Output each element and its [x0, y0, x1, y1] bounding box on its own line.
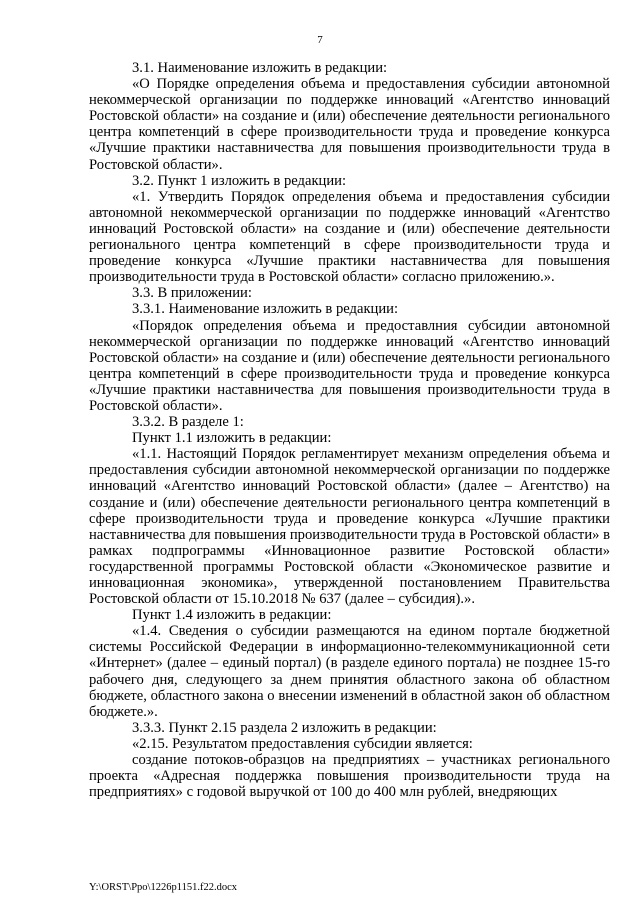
page-number: 7 [317, 34, 323, 46]
paragraph: «О Порядке определения объема и предоставления субсидии автономной некоммерческой организации по поддержке инноваций «Агентство инноваций Ростовской области» на создание и (или) обеспечение деятельности регионального центра компетенций в сфере производительности труда и проведение конкурса «Лучшие практики наставничества для повышения производительности труда в Ростовской области». [89, 76, 610, 173]
paragraph: 3.2. Пункт 1 изложить в редакции: [132, 172, 347, 189]
paragraph: «1. Утвердить Порядок определения объема и предоставления субсидии автономной некоммерческой организации по поддержке инноваций «Агентство инноваций Ростовской области» на создание и (или) обеспечение деятельности регионального центра компетенций в сфере производительности труда и проведение конкурса «Лучшие практики наставничества для повышения производительности труда в Ростовской области» согласно приложению.». [89, 188, 610, 286]
paragraph: 3.3.3. Пункт 2.15 раздела 2 изложить в редакции: [132, 719, 437, 736]
footer-file-path: Y:\ORST\Ppo\1226p1151.f22.docx [89, 882, 237, 893]
paragraph: создание потоков-образцов на предприятиях – участниках регионального проекта «Адресная поддержка повышения производительности труда на предприятиях» с годовой выручкой от 100 до 400 млн рублей, внедряющих [89, 752, 610, 801]
document-body [89, 60, 610, 800]
paragraph: 3.3. В приложении: [132, 285, 252, 302]
paragraph: «1.1. Настоящий Порядок регламентирует механизм определения объема и предоставления субсидии автономной некоммерческой организации по поддержке инноваций «Агентство инноваций Ростовской области» (далее – Агентство) на создание и (или) обеспечение деятельности регионального центра компетенций в сфере производительности труда и проведение конкурса «Лучшие практики наставничества для повышения производительности труда в Ростовской области» в рамках подпрограммы «Инновационное развитие Ростовской области» государственной программы Ростовской области «Экономическое развитие и инновационная экономика», утвержденной постановлением Правительства Ростовской области от 15.10.2018 № 637 (далее – субсидия).». [89, 446, 610, 608]
paragraph: 3.1. Наименование изложить в редакции: [132, 60, 388, 76]
paragraph: «2.15. Результатом предоставления субсидии является: [132, 735, 473, 752]
paragraph: 3.3.2. В разделе 1: [132, 414, 244, 431]
paragraph: «Порядок определения объема и предоставлния субсидии автономной некоммерческой организации по поддержке инноваций «Агентство инноваций Ростовской области» на создание и (или) обеспечение деятельности регионального центра компетенций в сфере производительности труда и проведение конкурса «Лучшие практики наставничества для повышения производительности труда в Ростовской области». [89, 317, 610, 414]
paragraph: Пункт 1.4 изложить в редакции: [132, 607, 332, 624]
paragraph: «1.4. Сведения о субсидии размещаются на едином портале бюджетной системы Российской Федерации в информационно-телекоммуникационной сети «Интернет» (далее – единый портал) (в разделе единого портала) не позднее 15-го рабочего дня, следующего за днем принятия областного закона об областном бюджете, областного закона о внесении изменений в областной закон об областном бюджете.». [89, 623, 610, 720]
paragraph: 3.3.1. Наименование изложить в редакции: [132, 301, 399, 318]
paragraph: Пункт 1.1 изложить в редакции: [132, 430, 332, 447]
